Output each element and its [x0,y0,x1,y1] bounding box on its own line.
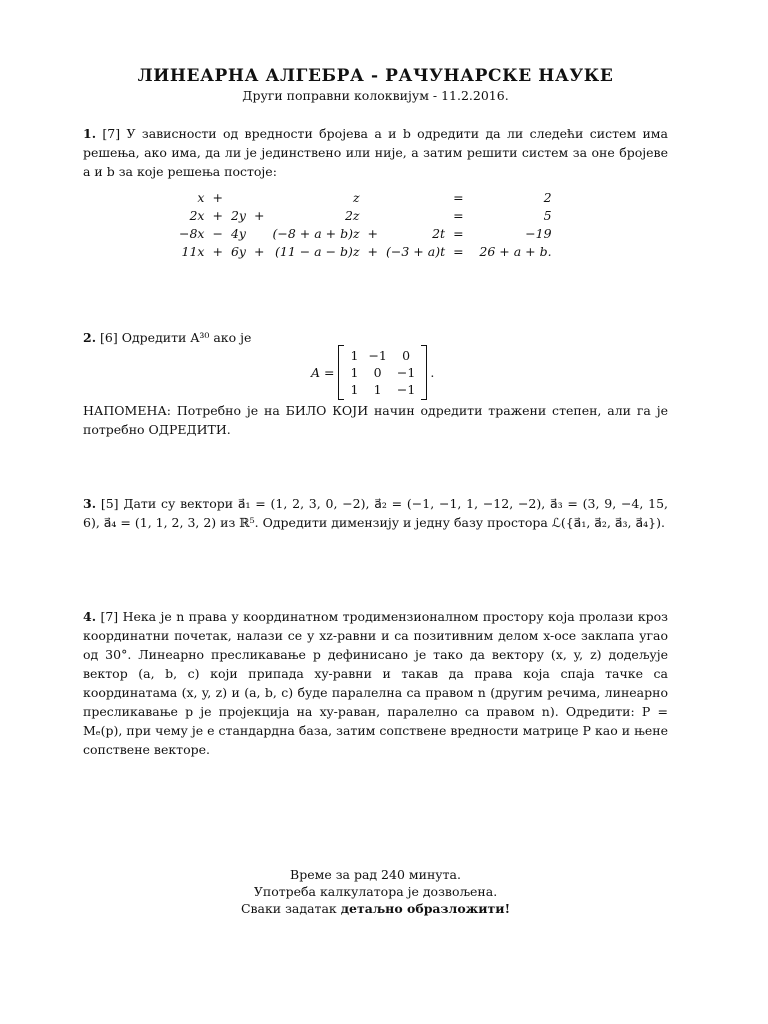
matrix-a [338,345,427,400]
equation-cell: = [453,243,464,259]
equation-system [83,188,668,260]
matrix-end: . [430,365,435,380]
matrix-table [345,347,420,398]
equation-row [175,188,556,206]
matrix-cell: 0 [402,348,411,363]
equation-cell: 6y [230,243,246,259]
problem-2-number: 2. [83,330,97,345]
equation-cell: 26 + a + b. [479,243,552,259]
equation-row [175,206,556,224]
problem-1-number: 1. [83,126,97,141]
exam-page [83,66,668,916]
equation-cell: + [367,225,379,241]
equation-cell: 2 [543,189,552,205]
problem-2-text: [6] Одредити A³⁰ ако је [100,330,252,345]
equation-cell: x [197,189,205,205]
exam-subtitle: Други поправни колоквијум - 11.2.2016. [242,88,509,103]
equation-cell: 2y [230,207,246,223]
footer-instruction [83,900,668,917]
equation-cell: + [212,243,223,259]
equation-cell [382,188,449,206]
matrix-cell: −1 [396,365,416,380]
equation-row [175,224,556,242]
problem-4-number: 4. [83,609,97,624]
equation-cell: + [367,243,379,259]
footer-instruction-plain: Сваки задатак [240,901,337,916]
matrix-cell: 1 [350,348,359,363]
equation-cell [364,206,382,224]
matrix-cell: −1 [396,382,416,397]
matrix-block [311,345,434,400]
equation-cell: = [453,207,464,223]
equation-cell [250,224,268,242]
footer-time: Време за рад 240 минута. [290,867,461,882]
equation-cell: 2t [432,225,446,241]
equation-cell: 4y [230,225,246,241]
equation-cell: + [253,243,265,259]
equation-cell: 2z [344,207,360,223]
problem-3-number: 3. [83,496,97,511]
equation-cell [227,188,250,206]
equation-cell: −8x [179,225,205,241]
equation-cell: (−8 + a + b)z [272,225,360,241]
matrix-cell: −1 [368,348,387,363]
problem-1-text: [7] У зависности од вредности бројева a и b одредити да ли следећи систем има решења, ако има, да ли је јединствено или није, а затим решити систем за оне бројеве a и b за које решења постоје: [83,126,668,179]
equation-cell: = [453,189,464,205]
footer-instruction-bold: детаљно образложити! [340,901,511,916]
problem-3 [83,494,668,532]
footer-calculator: Употреба калкулатора је дозвољена. [253,884,498,899]
matrix-row [345,381,420,398]
equation-cell [250,188,268,206]
equation-cell: z [352,189,360,205]
equation-cell: − [212,225,223,241]
equation-cell [382,206,449,224]
equation-row [175,242,556,260]
equation-cell: (11 − a − b)z [274,243,360,259]
equation-cell [364,188,382,206]
equation-cell: 11x [181,243,205,259]
equation-table [175,188,556,260]
problem-4 [83,607,668,759]
equation-cell: 5 [543,207,552,223]
matrix-cell: 1 [350,382,359,397]
equation-cell: + [253,207,265,223]
equation-cell: + [212,189,223,205]
matrix-cell: 1 [350,365,359,380]
matrix-cell: 1 [373,382,382,397]
problem-4-text: [7] Нека је n права у координатном тродимензионалном простору која пролази кроз координатни почетак, налази се у xz-равни и са позитивним делом x-осе заклапа угао од 30°. Линеарно пресликавање p дефинисано је тако да вектору (x, y, z) додељује вектор (a, b, c) који припада xy-равни и такав да права која спаја тачке са координатама (x, y, z) и (a, b, c) буде паралелна са правом n (другим речима, линеарно пресликавање p је пројекција на xy-раван, паралелно са правом n). Одредити: P = Mₑ(p), при чему је e стандардна база, затим сопствене вредности матрице P као и њене сопствене векторе. [83,609,668,757]
exam-footer [83,866,668,917]
equation-cell: −19 [525,225,552,241]
problem-2-note: НАПОМЕНА: Потребно је на БИЛО КОЈИ начин одредити тражени степен, али га је потребно ОДРЕДИТИ. [83,403,668,437]
equation-cell: 2x [189,207,205,223]
matrix-row [345,364,420,381]
equation-cell: = [453,225,464,241]
equation-cell: + [212,207,223,223]
problem-3-text: [5] Дати су вектори a⃗₁ = (1, 2, 3, 0, −2), a⃗₂ = (−1, −1, 1, −12, −2), a⃗₃ = (3, 9, −4, 15, 6), a⃗₄ = (1, 1, 2, 3, 2) из ℝ⁵. Одредити димензију и једну базу простора ℒ({a⃗₁, a⃗₂, a⃗₃, a⃗₄}). [83,496,668,530]
matrix-cell: 0 [373,365,382,380]
problem-1 [83,124,668,181]
exam-title: ЛИНЕАРНА АЛГЕБРА - РАЧУНАРСКЕ НАУКЕ [137,66,614,86]
matrix-label: A = [311,365,335,380]
equation-cell: (−3 + a)t [386,243,446,259]
matrix-row [345,347,420,364]
